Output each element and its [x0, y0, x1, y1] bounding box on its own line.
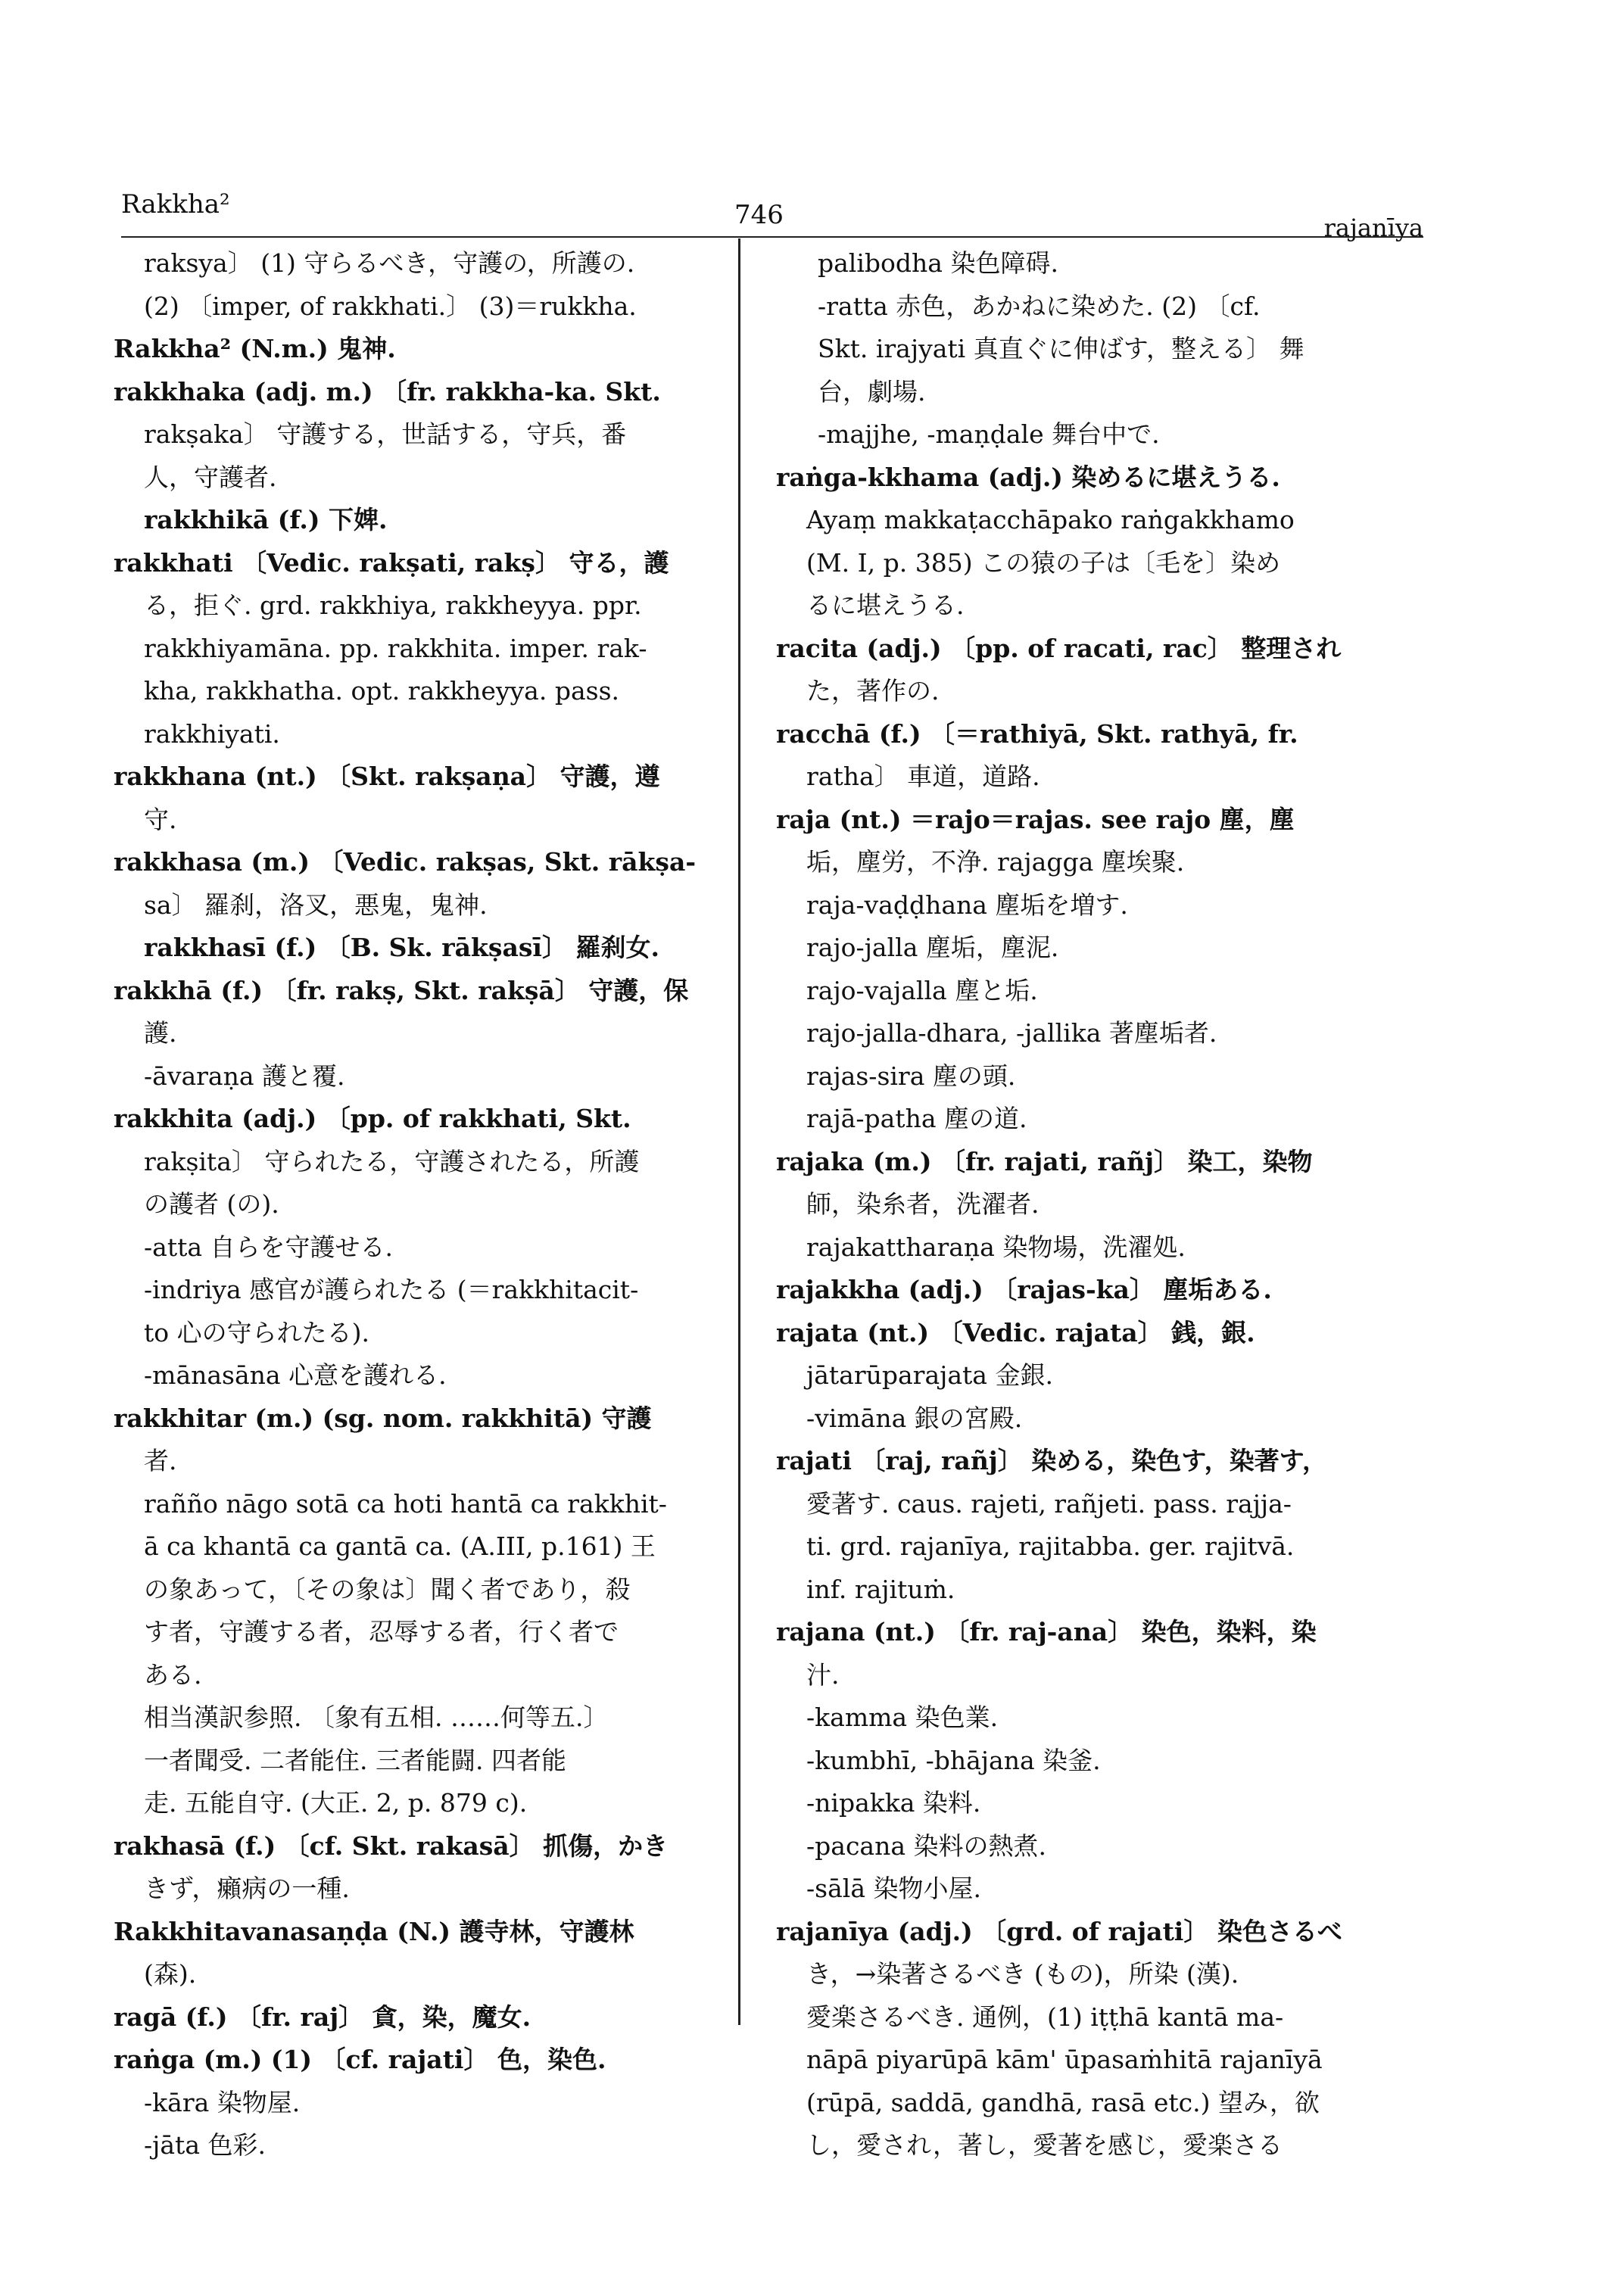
entry-headword-line: rajati 〔raj, rañj〕 染める，染色す，染著す， [776, 1446, 1327, 1475]
entry-text-line: rajo-jalla-dhara, -jallika 著塵垢者. [806, 1018, 1217, 1048]
entry-text-line: jātarūparajata 金銀. [806, 1360, 1053, 1390]
entry-text-line: 走. 五能自守. (大正. 2, p. 879 c). [144, 1788, 528, 1818]
entry-text-line: -sālā 染物小屋. [806, 1874, 981, 1903]
entry-headword-line: rakkhā (f.) 〔fr. rakṣ, Skt. rakṣā〕 守護，保 [114, 975, 689, 1005]
entry-headword-line: raṅga (m.) (1) 〔cf. rajati〕 色，染色. [114, 2045, 606, 2074]
entry-text-line: sa〕 羅刹，洛叉，悪鬼，鬼神. [144, 889, 488, 920]
entry-text-line: きず，癩病の一種. [144, 1874, 350, 1903]
entry-text-line: の護者 (の). [144, 1189, 279, 1219]
entry-text-line: -pacana 染料の熱煮. [806, 1830, 1047, 1861]
entry-text-line: 相当漢訳参照. 〔象有五相. ……何等五.〕 [144, 1703, 609, 1732]
entry-text-line: (rūpā, saddā, gandhā, rasā etc.) 望み，欲 [806, 2087, 1320, 2117]
entry-text-line: -jāta 色彩. [144, 2130, 266, 2160]
entry-text-line: -nipakka 染料. [806, 1788, 981, 1818]
entry-headword-line: rakkhasa (m.) 〔Vedic. rakṣas, Skt. rākṣa- [114, 847, 697, 877]
entry-text-line: rakkhiyati. [144, 718, 280, 749]
entry-headword-line: Rakkhitavanasaṇḍa (N.) 護寺林，守護林 [114, 1916, 634, 1946]
entry-headword-line: rakkhaka (adj. m.) 〔fr. rakkha-ka. Skt. [114, 376, 661, 407]
entry-text-line: ā ca khantā ca gantā ca. (A.III, p.161) 王 [144, 1531, 656, 1561]
entry-headword-line: ragā (f.) 〔fr. raj〕 貪，染，魔女. [114, 2002, 531, 2032]
entry-text-line: -majjhe, -maṇḍale 舞台中で. [818, 419, 1160, 449]
entry-text-line: nāpā piyarūpā kām' ūpasaṁhitā rajanīyā [806, 2045, 1323, 2074]
entry-text-line: す者，守護する者，忍辱する者，行く者で [144, 1617, 619, 1647]
entry-text-line: -kāra 染物屋. [144, 2087, 301, 2117]
entry-headword-line: rakkhasī (f.) 〔B. Sk. rākṣasī〕 羅刹女. [144, 933, 659, 962]
entry-text-line: raja-vaḍḍhana 塵垢を増す. [806, 889, 1128, 920]
entry-text-line: るに堪えうる. [806, 590, 965, 620]
entry-text-line: rajas-sira 塵の頭. [806, 1061, 1016, 1091]
entry-text-line: -āvaraṇa 護と覆. [144, 1061, 345, 1091]
right-column [776, 242, 1412, 2167]
entry-text-line: し，愛され，著し，愛著を感じ，愛楽さる [806, 2130, 1283, 2160]
entry-text-line: ti. grd. rajanīya, rajitabba. ger. rajitvā. [806, 1531, 1295, 1561]
entry-text-line: 師，染糸者，洗濯者. [806, 1189, 1040, 1219]
entry-text-line: (M. I, p. 385) この猿の子は〔毛を〕染め [806, 547, 1281, 578]
entry-headword-line: rajana (nt.) 〔fr. raj-ana〕 染色，染料，染 [776, 1617, 1317, 1647]
entry-headword-line: rakkhana (nt.) 〔Skt. rakṣaṇa〕 守護，遵 [114, 762, 660, 791]
entry-headword-line: rakkhikā (f.) 下婢. [144, 505, 388, 534]
entry-text-line: rajakattharaṇa 染物場，洗濯処. [806, 1232, 1186, 1262]
entry-text-line: 守. [144, 804, 177, 834]
entry-text-line: ある. [144, 1659, 202, 1690]
entry-text-line: -kumbhī, -bhājana 染釜. [806, 1745, 1101, 1775]
entry-headword-line: rajakkha (adj.) 〔rajas-ka〕 塵垢ある. [776, 1275, 1272, 1304]
entry-text-line: き，→染著さるべき (もの)，所染 (漢). [806, 1959, 1239, 1989]
header-guide-word-left: Rakkha² [121, 189, 230, 220]
entry-text-line: (森). [144, 1959, 197, 1989]
entry-headword-line: rajata (nt.) 〔Vedic. rajata〕 銭，銀. [776, 1317, 1255, 1347]
entry-text-line: た，著作の. [806, 676, 940, 706]
entry-text-line: -kamma 染色業. [806, 1703, 999, 1732]
entry-headword-line: rajanīya (adj.) 〔grd. of rajati〕 染色さるべ [776, 1916, 1342, 1946]
entry-text-line: 護. [144, 1018, 177, 1048]
entry-text-line: 一者聞受. 二者能住. 三者能闘. 四者能 [144, 1745, 566, 1775]
entry-text-line: rakṣita〕 守られたる，守護されたる，所護 [144, 1146, 640, 1176]
entry-text-line: rakkhiyamāna. pp. rakkhita. imper. rak- [144, 633, 647, 663]
entry-headword-line: rakhasā (f.) 〔cf. Skt. rakasā〕 抓傷，かき [114, 1830, 669, 1861]
entry-headword-line: Rakkha² (N.m.) 鬼神. [114, 334, 396, 363]
entry-text-line: -atta 自らを守護せる. [144, 1232, 394, 1262]
entry-text-line: Ayaṃ makkaṭacchāpako raṅgakkhamo [806, 505, 1295, 534]
entry-text-line: Skt. irajyati 真直ぐに伸ばす，整える〕 舞 [818, 334, 1304, 363]
entry-headword-line: rakkhati 〔Vedic. rakṣati, rakṣ〕 守る，護 [114, 547, 669, 578]
entry-text-line: raksya〕 (1) 守らるべき，守護の，所護の. [144, 248, 635, 278]
entry-text-line: 愛著す. caus. rajeti, rañjeti. pass. rajja- [806, 1488, 1292, 1519]
entry-text-line: (2) 〔imper, of rakkhati.〕 (3)＝rukkha. [144, 291, 637, 321]
entry-text-line: rajā-patha 塵の道. [806, 1104, 1027, 1133]
entry-text-line: rajo-jalla 塵垢，塵泥. [806, 933, 1059, 962]
entry-headword-line: rajaka (m.) 〔fr. rajati, rañj〕 染工，染物 [776, 1146, 1313, 1176]
entry-headword-line: racchā (f.) 〔＝rathiyā, Skt. rathyā, fr. [776, 718, 1298, 749]
page-number: 746 [734, 200, 784, 230]
page-header [121, 189, 1423, 242]
entry-text-line: 愛楽さるべき. 通例，(1) iṭṭhā kantā ma- [806, 2002, 1284, 2032]
entry-text-line: 垢，塵労，不浄. rajagga 塵埃聚. [806, 847, 1185, 877]
entry-text-line: rajo-vajalla 塵と垢. [806, 975, 1038, 1005]
entry-text-line: の象あって，〔その象は〕聞く者であり，殺 [144, 1574, 631, 1604]
entry-headword-line: raṅga-kkhama (adj.) 染めるに堪えうる. [776, 462, 1280, 492]
entry-text-line: -vimāna 銀の宮殿. [806, 1403, 1023, 1433]
entry-headword-line: racita (adj.) 〔pp. of racati, rac〕 整理され [776, 633, 1342, 663]
entry-text-line: kha, rakkhatha. opt. rakkheyya. pass. [144, 676, 619, 706]
entry-headword-line: rakkhita (adj.) 〔pp. of rakkhati, Skt. [114, 1104, 631, 1133]
entry-text-line: -indriya 感官が護られたる (＝rakkhitacit- [144, 1275, 639, 1304]
left-column [114, 242, 750, 2167]
entry-headword-line: rakkhitar (m.) (sg. nom. rakkhitā) 守護 [114, 1403, 652, 1433]
entry-text-line: 者. [144, 1446, 177, 1475]
entry-text-line: rakṣaka〕 守護する，世話する，守兵，番 [144, 419, 627, 449]
entry-text-line: 人，守護者. [144, 462, 277, 492]
entry-text-line: rañño nāgo sotā ca hoti hantā ca rakkhit- [144, 1488, 667, 1519]
entry-text-line: inf. rajituṁ. [806, 1574, 955, 1604]
entry-text-line: ratha〕 車道，道路. [806, 762, 1040, 791]
header-rule [121, 236, 1423, 238]
entry-text-line: る，拒ぐ. grd. rakkhiya, rakkheyya. ppr. [144, 590, 642, 620]
entry-text-line: -mānasāna 心意を護れる. [144, 1360, 447, 1390]
entry-text-line: to 心の守られたる). [144, 1317, 369, 1347]
entry-text-line: -ratta 赤色，あかねに染めた. (2) 〔cf. [818, 291, 1261, 321]
entry-text-line: 台，劇場. [818, 376, 926, 407]
entry-text-line: 汁. [806, 1659, 840, 1690]
entry-headword-line: raja (nt.) ＝rajo＝rajas. see rajo 塵，塵 [776, 804, 1295, 834]
entry-text-line: palibodha 染色障碍. [818, 248, 1058, 278]
header-guide-word-right: rajanīya [1323, 213, 1423, 242]
